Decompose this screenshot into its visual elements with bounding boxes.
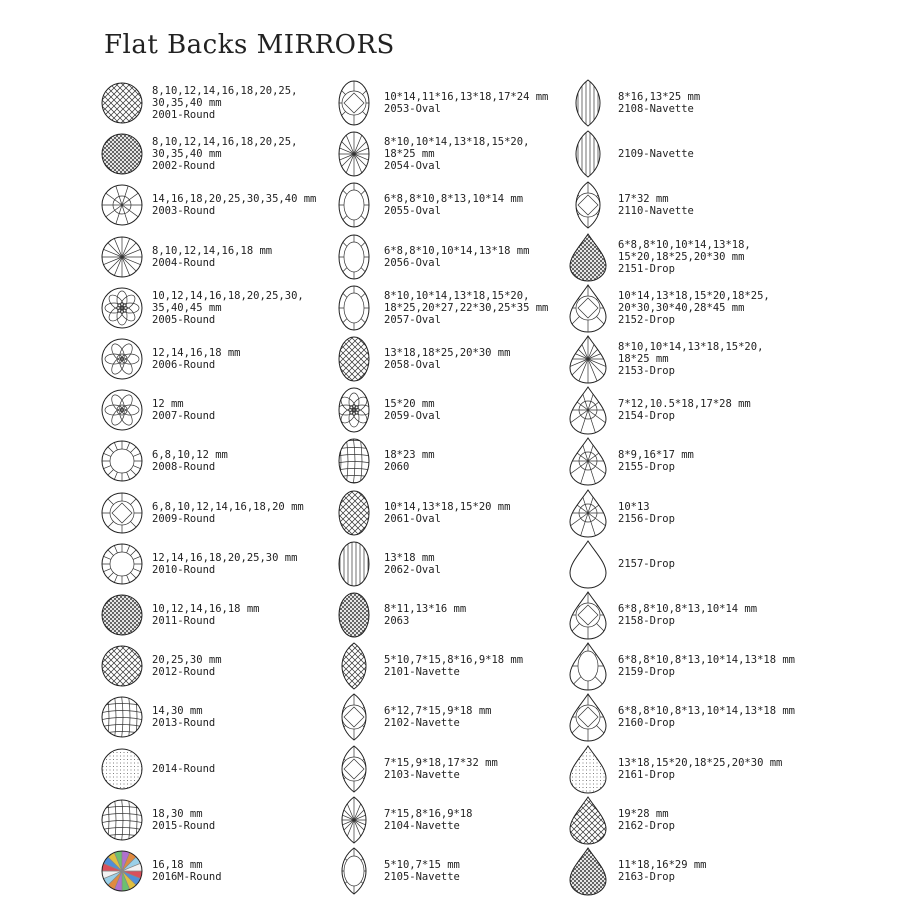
stone-code: 2058-Oval <box>384 359 441 371</box>
stone-illustration <box>332 795 376 845</box>
stone-illustration <box>332 436 376 486</box>
round-stone-icon <box>100 590 144 640</box>
stone-illustration <box>566 78 610 128</box>
stone-sizes: 14,30 mm <box>152 705 203 718</box>
stone-code: 2006-Round <box>152 359 216 371</box>
stone-sizes: 18*25,20*27,22*30,25*35 mm <box>384 301 549 314</box>
stone-label <box>618 78 828 128</box>
navette-stone-icon <box>332 795 376 845</box>
stone-illustration <box>100 78 144 128</box>
drop-stone-icon <box>566 590 610 640</box>
round-stone-icon <box>100 744 144 794</box>
stone-illustration <box>332 78 376 128</box>
drop-stone-icon <box>566 846 610 896</box>
stone-label <box>618 385 828 435</box>
stone-label <box>618 334 828 384</box>
stone-sizes: 6*8,8*10,8*13,10*14,13*18 mm <box>618 705 796 718</box>
stone-code: 2159-Drop <box>618 666 675 679</box>
stone-illustration <box>100 488 144 538</box>
stone-sizes: 18*25 mm <box>384 148 435 161</box>
stone-label <box>152 180 332 230</box>
stone-sizes: 6*8,8*10,8*13,10*14 mm <box>618 603 758 615</box>
stone-label <box>384 590 584 640</box>
stone-illustration <box>100 436 144 486</box>
stone-sizes: 6,8,10,12,14,16,18,20 mm <box>152 500 304 513</box>
stone-sizes: 13*18 mm <box>384 551 435 564</box>
stone-illustration <box>566 385 610 435</box>
stone-sizes: 10,12,14,16,18,20,25,30, <box>152 289 304 302</box>
stone-sizes: 20,25,30 mm <box>152 654 222 667</box>
stone-illustration <box>332 744 376 794</box>
stone-sizes: 8*10,10*14,13*18,15*20, <box>384 136 530 149</box>
stone-code: 2054-Oval <box>384 160 441 173</box>
stone-sizes: 6*8,8*10,8*13,10*14 mm <box>384 193 524 206</box>
navette-stone-icon <box>332 846 376 896</box>
stone-sizes: 30,35,40 mm <box>152 97 222 109</box>
stone-illustration <box>566 692 610 742</box>
round-stone-icon <box>100 180 144 230</box>
oval-stone-icon <box>332 436 376 486</box>
stone-sizes: 20*30,30*40,28*45 mm <box>618 301 745 314</box>
stone-label <box>152 129 332 179</box>
navette-stone-icon <box>566 78 610 128</box>
stone-sizes: 10,12,14,16,18 mm <box>152 603 260 615</box>
round-stone-icon <box>100 78 144 128</box>
stone-code: 2151-Drop <box>618 262 675 275</box>
stone-label <box>152 539 332 589</box>
stone-sizes: 7*12,10.5*18,17*28 mm <box>618 398 751 411</box>
oval-stone-icon <box>332 334 376 384</box>
stone-label <box>618 846 828 896</box>
stone-illustration <box>100 385 144 435</box>
stone-illustration <box>566 180 610 230</box>
drop-stone-icon <box>566 488 610 538</box>
stone-label <box>618 795 828 845</box>
stone-code: 2155-Drop <box>618 461 675 474</box>
stone-illustration <box>332 488 376 538</box>
stone-code: 2009-Round <box>152 512 216 525</box>
stone-sizes: 13*18,18*25,20*30 mm <box>384 347 511 359</box>
stone-code: 2056-Oval <box>384 256 441 269</box>
round-stone-icon <box>100 436 144 486</box>
stone-sizes: 16,18 mm <box>152 859 203 871</box>
round-stone-icon <box>100 232 144 282</box>
drop-stone-icon <box>566 232 610 282</box>
stone-code: 2008-Round <box>152 461 216 474</box>
stone-label <box>618 641 828 691</box>
stone-illustration <box>566 795 610 845</box>
stone-code: 2154-Drop <box>618 410 675 423</box>
stone-label <box>618 692 828 742</box>
stone-illustration <box>100 334 144 384</box>
stone-label <box>152 488 332 538</box>
stone-sizes: 6,8,10,12 mm <box>152 449 228 462</box>
stone-code: 2152-Drop <box>618 313 675 326</box>
stone-code: 2160-Drop <box>618 717 675 730</box>
stone-illustration <box>566 283 610 333</box>
drop-stone-icon <box>566 641 610 691</box>
stone-sizes: 7*15,9*18,17*32 mm <box>384 756 498 769</box>
stone-label <box>384 180 584 230</box>
stone-label <box>152 283 332 333</box>
drop-stone-icon <box>566 385 610 435</box>
stone-illustration <box>100 744 144 794</box>
stone-sizes: 8*10,10*14,13*18,15*20, <box>618 341 764 353</box>
round-stone-icon <box>100 641 144 691</box>
stone-label <box>384 539 584 589</box>
stone-label <box>384 692 584 742</box>
stone-illustration <box>100 641 144 691</box>
round-stone-icon <box>100 283 144 333</box>
stone-code: 2057-Oval <box>384 313 441 326</box>
oval-stone-icon <box>332 590 376 640</box>
stone-code: 2016M-Round <box>152 871 222 883</box>
stone-sizes: 6*12,7*15,9*18 mm <box>384 705 492 718</box>
stone-sizes: 15*20,18*25,20*30 mm <box>618 250 745 263</box>
stone-code: 2105-Navette <box>384 871 460 883</box>
stone-code: 2059-Oval <box>384 410 441 423</box>
stone-sizes: 8,10,12,14,16,18 mm <box>152 244 273 257</box>
stone-illustration <box>100 232 144 282</box>
round-stone-icon <box>100 539 144 589</box>
stone-sizes: 5*10,7*15 mm <box>384 859 460 871</box>
stone-illustration <box>566 744 610 794</box>
stone-label <box>384 129 584 179</box>
stone-label <box>152 436 332 486</box>
stone-sizes: 12,14,16,18 mm <box>152 347 241 359</box>
drop-stone-icon <box>566 744 610 794</box>
stone-label <box>384 232 584 282</box>
stone-sizes: 10*13 <box>618 500 650 513</box>
stone-code: 2161-Drop <box>618 768 675 781</box>
stone-illustration <box>332 846 376 896</box>
drop-stone-icon <box>566 795 610 845</box>
stone-sizes: 8,10,12,14,16,18,20,25, <box>152 85 298 97</box>
stone-code: 2156-Drop <box>618 512 675 525</box>
stone-illustration <box>566 641 610 691</box>
stone-label <box>384 78 584 128</box>
stone-code: 2012-Round <box>152 666 216 679</box>
stone-label <box>618 744 828 794</box>
stone-illustration <box>100 283 144 333</box>
stone-sizes: 18,30 mm <box>152 807 203 820</box>
stone-sizes: 8*10,10*14,13*18,15*20, <box>384 289 530 302</box>
stone-label <box>152 846 332 896</box>
stone-sizes: 12 mm <box>152 398 184 411</box>
oval-stone-icon <box>332 232 376 282</box>
stone-code: 2102-Navette <box>384 717 460 730</box>
stone-illustration <box>566 539 610 589</box>
stone-label <box>384 795 584 845</box>
stone-code: 2060 <box>384 461 410 474</box>
drop-stone-icon <box>566 334 610 384</box>
stone-label <box>618 436 828 486</box>
navette-stone-icon <box>332 641 376 691</box>
stone-label <box>384 846 584 896</box>
stone-code: 2007-Round <box>152 410 216 423</box>
stone-code: 2108-Navette <box>618 103 694 115</box>
stone-label <box>618 488 828 538</box>
navette-stone-icon <box>566 129 610 179</box>
oval-stone-icon <box>332 488 376 538</box>
page-title: Flat Backs MIRRORS <box>104 30 395 60</box>
stone-sizes: 8,10,12,14,16,18,20,25, <box>152 136 298 149</box>
stone-sizes: 11*18,16*29 mm <box>618 859 707 871</box>
stone-illustration <box>100 795 144 845</box>
stone-label <box>384 488 584 538</box>
stone-illustration <box>332 334 376 384</box>
stone-label <box>384 436 584 486</box>
stone-sizes: 35,40,45 mm <box>152 301 222 314</box>
stone-sizes: 13*18,15*20,18*25,20*30 mm <box>618 756 783 769</box>
stone-illustration <box>566 334 610 384</box>
stone-sizes: 15*20 mm <box>384 398 435 411</box>
round-stone-icon <box>100 795 144 845</box>
oval-stone-icon <box>332 283 376 333</box>
stone-illustration <box>332 590 376 640</box>
stone-code: 2062-Oval <box>384 563 441 576</box>
stone-label <box>618 539 828 589</box>
stone-illustration <box>100 590 144 640</box>
stone-label <box>618 180 828 230</box>
stone-code: 2063 <box>384 615 410 627</box>
stone-code: 2158-Drop <box>618 615 675 627</box>
stone-sizes: 6*8,8*10,10*14,13*18 mm <box>384 244 530 257</box>
stone-illustration <box>332 641 376 691</box>
navette-stone-icon <box>332 692 376 742</box>
stone-code: 2162-Drop <box>618 819 675 832</box>
navette-stone-icon <box>566 180 610 230</box>
stone-illustration <box>332 129 376 179</box>
stone-code: 2010-Round <box>152 563 216 576</box>
stone-code: 2104-Navette <box>384 819 460 832</box>
drop-stone-icon <box>566 539 610 589</box>
stone-sizes: 8*9,16*17 mm <box>618 449 694 462</box>
oval-stone-icon <box>332 78 376 128</box>
stone-illustration <box>332 283 376 333</box>
stone-illustration <box>566 232 610 282</box>
stone-code: 2103-Navette <box>384 768 460 781</box>
stone-label <box>152 78 332 128</box>
stone-sizes: 30,35,40 mm <box>152 148 222 161</box>
stone-code: 2109-Navette <box>618 148 694 161</box>
stone-code: 2015-Round <box>152 819 216 832</box>
navette-stone-icon <box>332 744 376 794</box>
stone-illustration <box>332 180 376 230</box>
stone-sizes: 18*25 mm <box>618 353 669 365</box>
stone-sizes: 12,14,16,18,20,25,30 mm <box>152 551 298 564</box>
stone-illustration <box>100 539 144 589</box>
stone-code: 2163-Drop <box>618 871 675 883</box>
stone-illustration <box>332 539 376 589</box>
stone-illustration <box>332 385 376 435</box>
stone-code: 2153-Drop <box>618 365 675 377</box>
stone-label <box>618 590 828 640</box>
stone-illustration <box>566 590 610 640</box>
stone-code: 2101-Navette <box>384 666 460 679</box>
stone-code: 2011-Round <box>152 615 216 627</box>
stone-sizes: 7*15,8*16,9*18 <box>384 807 473 820</box>
stone-sizes: 10*14,13*18,15*20 mm <box>384 500 511 513</box>
stone-illustration <box>100 129 144 179</box>
stone-label <box>618 129 828 179</box>
round-stone-icon <box>100 129 144 179</box>
stone-label <box>384 641 584 691</box>
stone-illustration <box>566 436 610 486</box>
stone-sizes: 6*8,8*10,10*14,13*18, <box>618 238 751 251</box>
stone-code: 2013-Round <box>152 717 216 730</box>
stone-sizes: 8*16,13*25 mm <box>618 91 701 103</box>
stone-label <box>152 590 332 640</box>
stone-label <box>618 283 828 333</box>
stone-sizes: 10*14,13*18,15*20,18*25, <box>618 289 770 302</box>
stone-label <box>152 385 332 435</box>
stone-illustration <box>566 488 610 538</box>
stone-label <box>152 232 332 282</box>
stone-sizes: 8*11,13*16 mm <box>384 603 467 615</box>
round-stone-icon <box>100 488 144 538</box>
stone-illustration <box>566 129 610 179</box>
drop-stone-icon <box>566 692 610 742</box>
round-stone-icon <box>100 692 144 742</box>
stone-illustration <box>100 692 144 742</box>
oval-stone-icon <box>332 129 376 179</box>
round-stone-icon <box>100 334 144 384</box>
oval-stone-icon <box>332 539 376 589</box>
stone-label <box>152 334 332 384</box>
stone-code: 2004-Round <box>152 256 216 269</box>
stone-illustration <box>100 846 144 896</box>
stone-label <box>384 283 584 333</box>
stone-code: 2001-Round <box>152 109 216 121</box>
stone-code: 2014-Round <box>152 762 216 775</box>
stone-sizes: 19*28 mm <box>618 807 669 820</box>
stone-sizes: 10*14,11*16,13*18,17*24 mm <box>384 91 549 103</box>
stone-code: 2061-Oval <box>384 512 441 525</box>
stone-label <box>152 795 332 845</box>
round-stone-icon <box>100 385 144 435</box>
stone-label <box>152 744 332 794</box>
stone-illustration <box>332 692 376 742</box>
stone-illustration <box>566 846 610 896</box>
stone-code: 2055-Oval <box>384 205 441 218</box>
stone-label <box>152 692 332 742</box>
stone-code: 2003-Round <box>152 205 216 218</box>
stone-illustration <box>332 232 376 282</box>
oval-stone-icon <box>332 180 376 230</box>
stone-sizes: 14,16,18,20,25,30,35,40 mm <box>152 193 317 206</box>
stone-code: 2157-Drop <box>618 557 675 570</box>
stone-sizes: 18*23 mm <box>384 449 435 462</box>
stone-code: 2110-Navette <box>618 205 694 218</box>
round-stone-icon <box>100 846 144 896</box>
stone-illustration <box>100 180 144 230</box>
stone-sizes: 17*32 mm <box>618 193 669 206</box>
stone-label <box>618 232 828 282</box>
stone-label <box>384 385 584 435</box>
stone-label <box>152 641 332 691</box>
stone-sizes: 5*10,7*15,8*16,9*18 mm <box>384 654 524 667</box>
stone-label <box>384 334 584 384</box>
stone-label <box>384 744 584 794</box>
stone-sizes: 6*8,8*10,8*13,10*14,13*18 mm <box>618 654 796 667</box>
drop-stone-icon <box>566 436 610 486</box>
stone-code: 2005-Round <box>152 313 216 326</box>
drop-stone-icon <box>566 283 610 333</box>
stone-code: 2053-Oval <box>384 103 441 115</box>
oval-stone-icon <box>332 385 376 435</box>
stone-code: 2002-Round <box>152 160 216 173</box>
